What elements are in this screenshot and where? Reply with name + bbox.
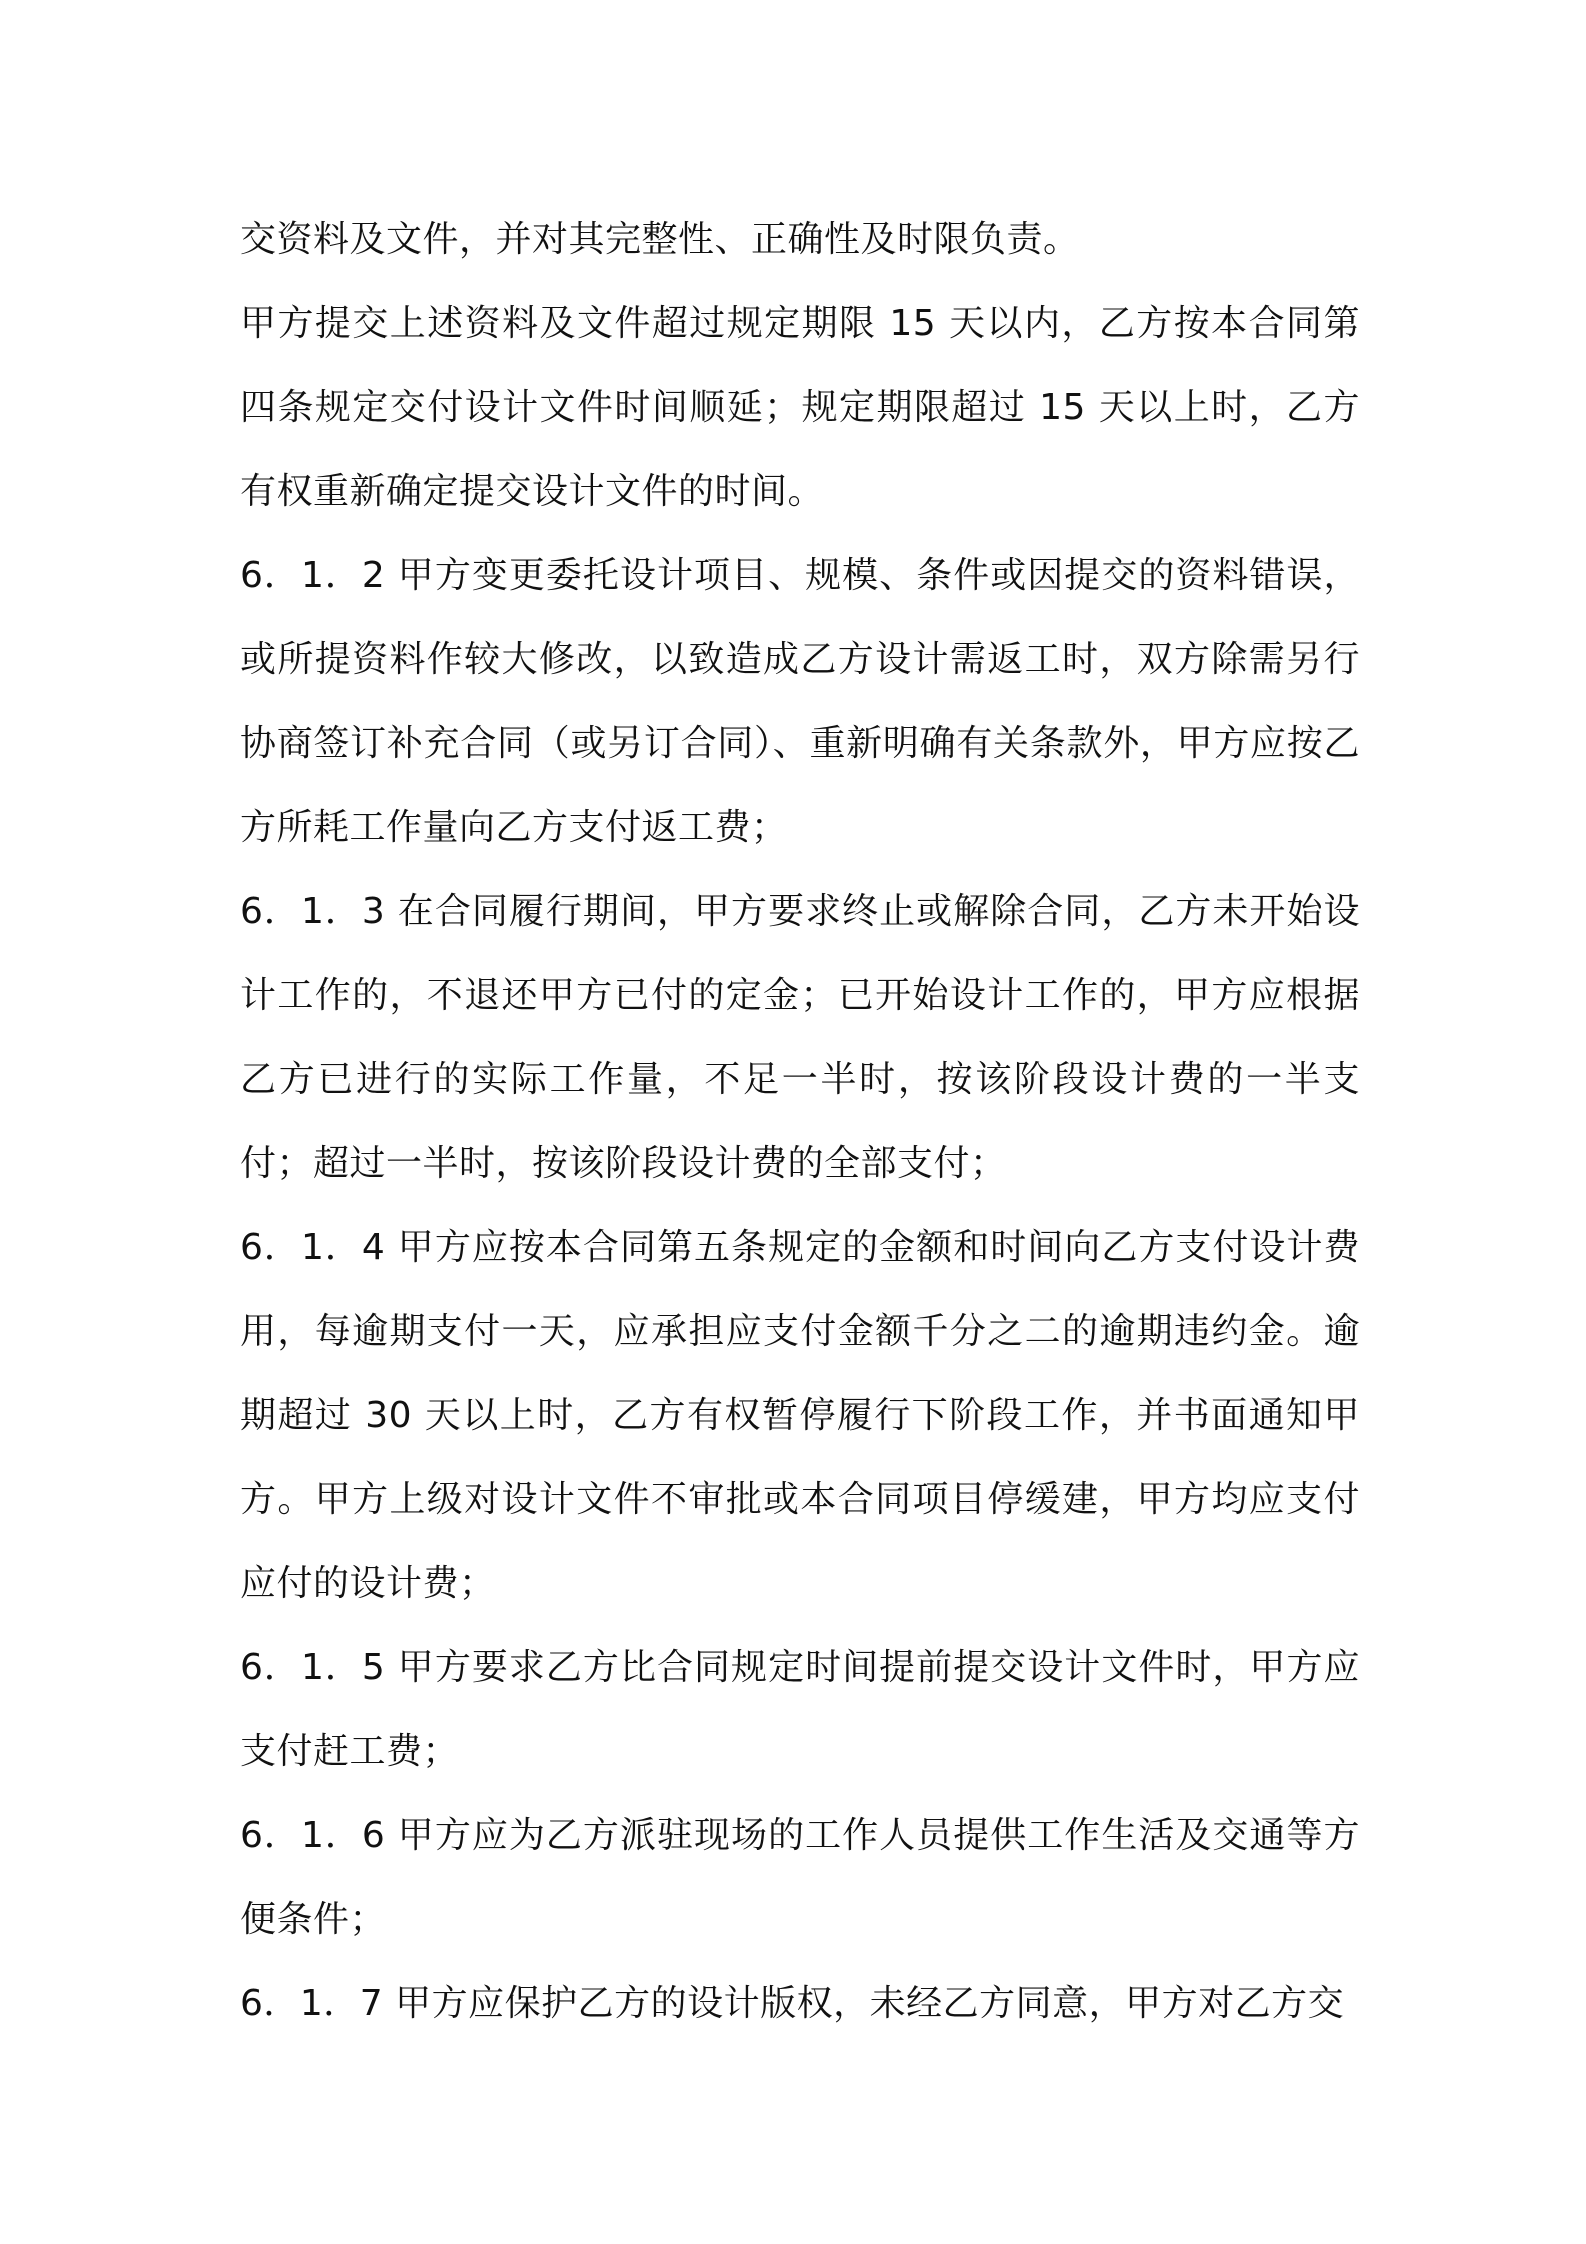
document-body [240,198,1360,2046]
clause-6-1-2: 6．1．2 甲方变更委托设计项目、规模、条件或因提交的资料错误，或所提资料作较大修改，以致造成乙方设计需返工时，双方除需另行协商签订补充合同（或另订合同）、重新明确有关条款外，甲方应按乙方所耗工作量向乙方支付返工费； [240,555,1360,848]
paragraph-late-submission: 甲方提交上述资料及文件超过规定期限 15 天以内，乙方按本合同第四条规定交付设计文件时间顺延；规定期限超过 15 天以上时，乙方有权重新确定提交设计文件的时间。 [240,303,1360,512]
clause-6-1-5: 6．1．5 甲方要求乙方比合同规定时间提前提交设计文件时，甲方应支付赶工费； [240,1647,1360,1772]
clause-6-1-3: 6．1．3 在合同履行期间，甲方要求终止或解除合同，乙方未开始设计工作的，不退还甲方已付的定金；已开始设计工作的，甲方应根据乙方已进行的实际工作量，不足一半时，按该阶段设计费的一半支付；超过一半时，按该阶段设计费的全部支付； [240,891,1360,1184]
paragraph-continuation: 交资料及文件，并对其完整性、正确性及时限负责。 [240,219,1080,260]
clause-6-1-7: 6．1．7 甲方应保护乙方的设计版权，未经乙方同意，甲方对乙方交 [240,1983,1345,2024]
clause-6-1-6: 6．1．6 甲方应为乙方派驻现场的工作人员提供工作生活及交通等方便条件； [240,1815,1360,1940]
clause-6-1-4: 6．1．4 甲方应按本合同第五条规定的金额和时间向乙方支付设计费用，每逾期支付一天，应承担应支付金额千分之二的逾期违约金。逾期超过 30 天以上时，乙方有权暂停履行下阶段工作，并书面通知甲方。甲方上级对设计文件不审批或本合同项目停缓建，甲方均应支付应付的设计费； [240,1227,1360,1604]
